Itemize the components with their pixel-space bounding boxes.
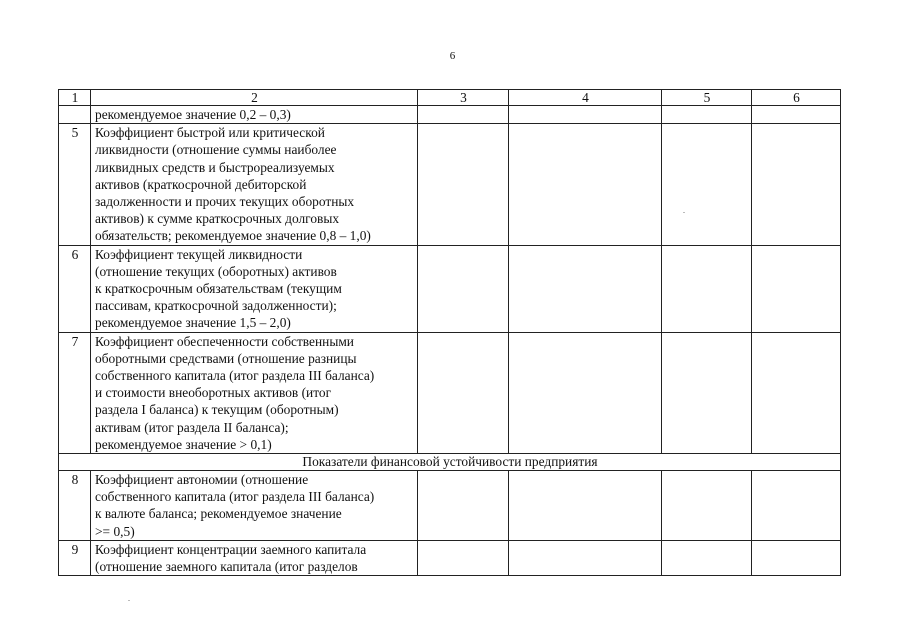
column-header: 4	[509, 90, 662, 106]
value-cell	[509, 540, 662, 575]
table-row	[59, 106, 841, 124]
indicator-text-cell: Коэффициент обеспеченности собственными оборотными средствами (отношение разницы собственного капитала (итог раздела III баланса) и стоимости внеоборотных активов (итог раздела I баланса) к текущим (оборотным) активам (итог раздела II баланса); рекомендуемое значение > 0,1)	[91, 332, 418, 453]
row-number-cell: 7	[59, 332, 91, 453]
indicator-text-cell: Коэффициент концентрации заемного капитала (отношение заемного капитала (итог разделов	[91, 540, 418, 575]
value-cell	[752, 471, 841, 541]
column-header: 1	[59, 90, 91, 106]
indicator-text-cell: рекомендуемое значение 0,2 – 0,3)	[91, 106, 418, 124]
column-header: 6	[752, 90, 841, 106]
value-cell	[509, 124, 662, 245]
indicator-text-cell: Коэффициент автономии (отношение собственного капитала (итог раздела III баланса) к валюте баланса; рекомендуемое значение >= 0,5)	[91, 471, 418, 541]
value-cell	[662, 124, 752, 245]
value-cell	[752, 245, 841, 332]
row-number-cell: 6	[59, 245, 91, 332]
value-cell	[662, 471, 752, 541]
table-row	[59, 245, 841, 332]
column-header: 3	[418, 90, 509, 106]
value-cell	[662, 332, 752, 453]
table-row	[59, 471, 841, 541]
value-cell	[418, 471, 509, 541]
value-cell	[662, 245, 752, 332]
value-cell	[509, 106, 662, 124]
page-number: 6	[449, 50, 456, 62]
column-header: 5	[662, 90, 752, 106]
table-header-row	[59, 90, 841, 106]
value-cell	[752, 106, 841, 124]
value-cell	[509, 332, 662, 453]
indicators-table	[58, 89, 841, 576]
row-number-cell: 9	[59, 540, 91, 575]
value-cell	[418, 106, 509, 124]
value-cell	[752, 332, 841, 453]
indicator-text-cell: Коэффициент быстрой или критической ликвидности (отношение суммы наиболее ликвидных средств и быстрореализуемых активов (краткосрочной дебиторской задолженности и прочих текущих оборотных активов) к сумме краткосрочных долговых обязательств; рекомендуемое значение 0,8 – 1,0)	[91, 124, 418, 245]
value-cell	[509, 245, 662, 332]
value-cell	[509, 471, 662, 541]
value-cell	[418, 540, 509, 575]
value-cell	[418, 332, 509, 453]
table-row	[59, 332, 841, 453]
section-row	[59, 454, 841, 471]
value-cell	[662, 106, 752, 124]
table-row	[59, 124, 841, 245]
indicator-text-cell: Коэффициент текущей ликвидности (отношение текущих (оборотных) активов к краткосрочным обязательствам (текущим пассивам, краткосрочной задолженности); рекомендуемое значение 1,5 – 2,0)	[91, 245, 418, 332]
column-header: 2	[91, 90, 418, 106]
scan-speck	[683, 212, 685, 213]
row-number-cell: 8	[59, 471, 91, 541]
value-cell	[418, 245, 509, 332]
scan-speck	[128, 600, 130, 601]
table-row	[59, 540, 841, 575]
value-cell	[418, 124, 509, 245]
value-cell	[662, 540, 752, 575]
section-title: Показатели финансовой устойчивости предприятия	[59, 454, 841, 471]
row-number-cell	[59, 106, 91, 124]
value-cell	[752, 540, 841, 575]
value-cell	[752, 124, 841, 245]
row-number-cell: 5	[59, 124, 91, 245]
